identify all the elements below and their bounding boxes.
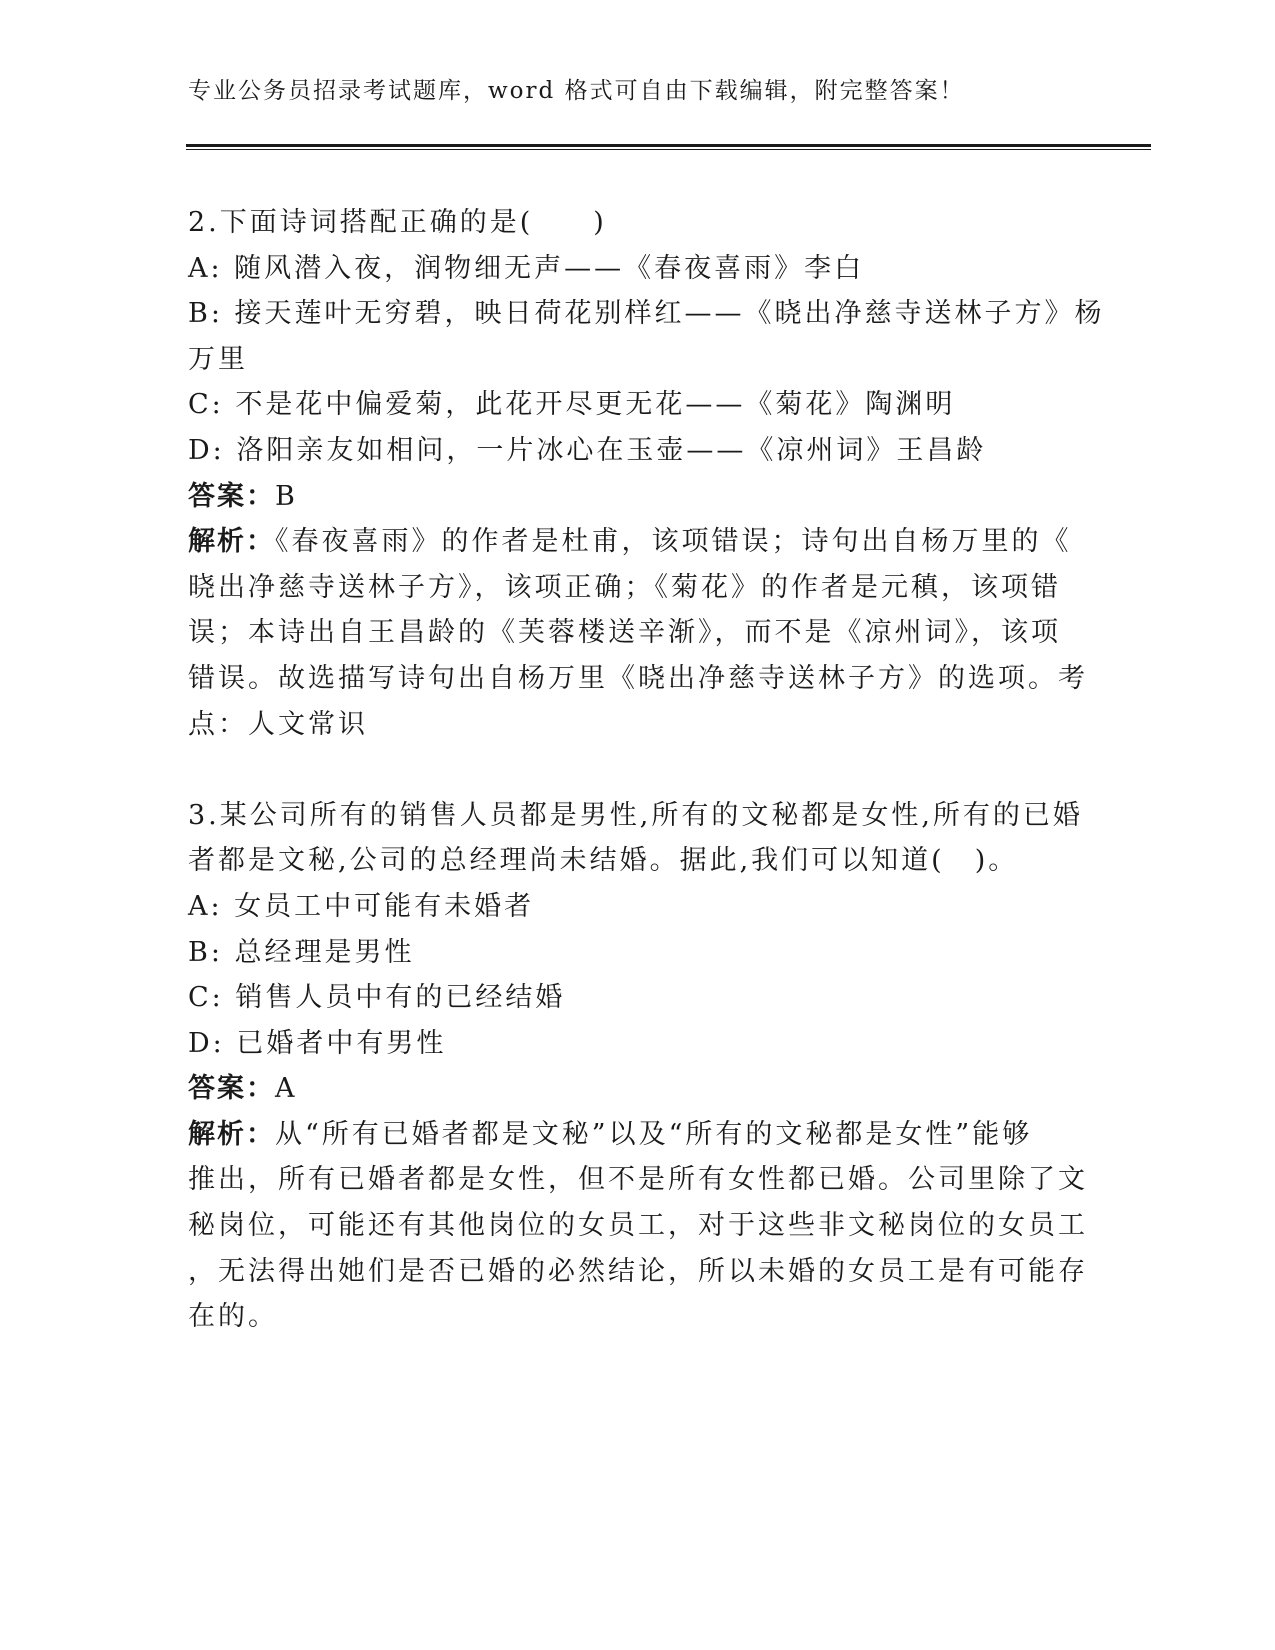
document-body xyxy=(188,200,1105,1340)
header-text: 专业公务员招录考试题库，word 格式可自由下载编辑，附完整答案！ xyxy=(188,78,965,104)
option-a: A: 随风潜入夜，润物细无声——《春夜喜雨》李白 xyxy=(188,252,865,284)
option-b-continued: 万里 xyxy=(188,343,248,375)
analysis-text: 错误。故选描写诗句出自杨万里《晓出净慈寺送林子方》的选项。考 xyxy=(188,662,1088,694)
question-stem: 3.某公司所有的销售人员都是男性,所有的文秘都是女性,所有的已婚 xyxy=(188,799,1083,831)
answer-line xyxy=(188,474,1068,520)
analysis-label: 解析： xyxy=(188,1118,275,1150)
analysis-text: 点：人文常识 xyxy=(188,708,368,740)
option-c: C: 销售人员中有的已经结婚 xyxy=(188,982,566,1014)
question-spacer xyxy=(188,747,1068,793)
option-c: C: 不是花中偏爱菊，此花开尽更无花——《菊花》陶渊明 xyxy=(188,389,956,421)
analysis-text: ，无法得出她们是否已婚的必然结论，所以未婚的女员工是有可能存 xyxy=(188,1255,1088,1287)
answer-line xyxy=(188,1066,1068,1112)
option-d: D: 洛阳亲友如相问，一片冰心在玉壶——《凉州词》王昌龄 xyxy=(188,434,987,466)
answer-value: B xyxy=(275,480,298,512)
question-stem-continued: 者都是文秘,公司的总经理尚未结婚。据此,我们可以知道( )。 xyxy=(188,845,1019,877)
header-rule-thick xyxy=(186,144,1151,147)
analysis-text: 《春夜喜雨》的作者是杜甫，该项错误；诗句出自杨万里的《 xyxy=(275,526,1072,558)
option-a: A: 女员工中可能有未婚者 xyxy=(188,890,535,922)
analysis-text: 晓出净慈寺送林子方》，该项正确；《菊花》的作者是元稹，该项错 xyxy=(188,571,1061,603)
question-2 xyxy=(188,200,1105,747)
analysis-text: 秘岗位，可能还有其他岗位的女员工，对于这些非文秘岗位的女员工 xyxy=(188,1210,1088,1242)
analysis-text: 在的。 xyxy=(188,1301,278,1333)
analysis-text: 误；本诗出自王昌龄的《芙蓉楼送辛渐》，而不是《凉州词》，该项 xyxy=(188,617,1061,649)
header-rule-thin xyxy=(186,149,1151,150)
option-d: D: 已婚者中有男性 xyxy=(188,1027,447,1059)
option-b: B: 接天莲叶无穷碧，映日荷花别样红——《晓出净慈寺送林子方》杨 xyxy=(188,298,1105,330)
option-b: B: 总经理是男性 xyxy=(188,936,415,968)
question-3 xyxy=(188,793,1088,1340)
analysis-text: 从“所有已婚者都是文秘”以及“所有的文秘都是女性”能够 xyxy=(275,1118,1033,1150)
analysis-label: 解析： xyxy=(188,526,275,558)
analysis-text: 推出，所有已婚者都是女性，但不是所有女性都已婚。公司里除了文 xyxy=(188,1164,1088,1196)
answer-label: 答案： xyxy=(188,1073,275,1105)
answer-label: 答案： xyxy=(188,480,275,512)
question-stem: 2.下面诗词搭配正确的是( ) xyxy=(188,207,607,238)
analysis-line xyxy=(188,519,1072,565)
answer-value: A xyxy=(275,1073,298,1105)
analysis-line xyxy=(188,1112,1068,1158)
